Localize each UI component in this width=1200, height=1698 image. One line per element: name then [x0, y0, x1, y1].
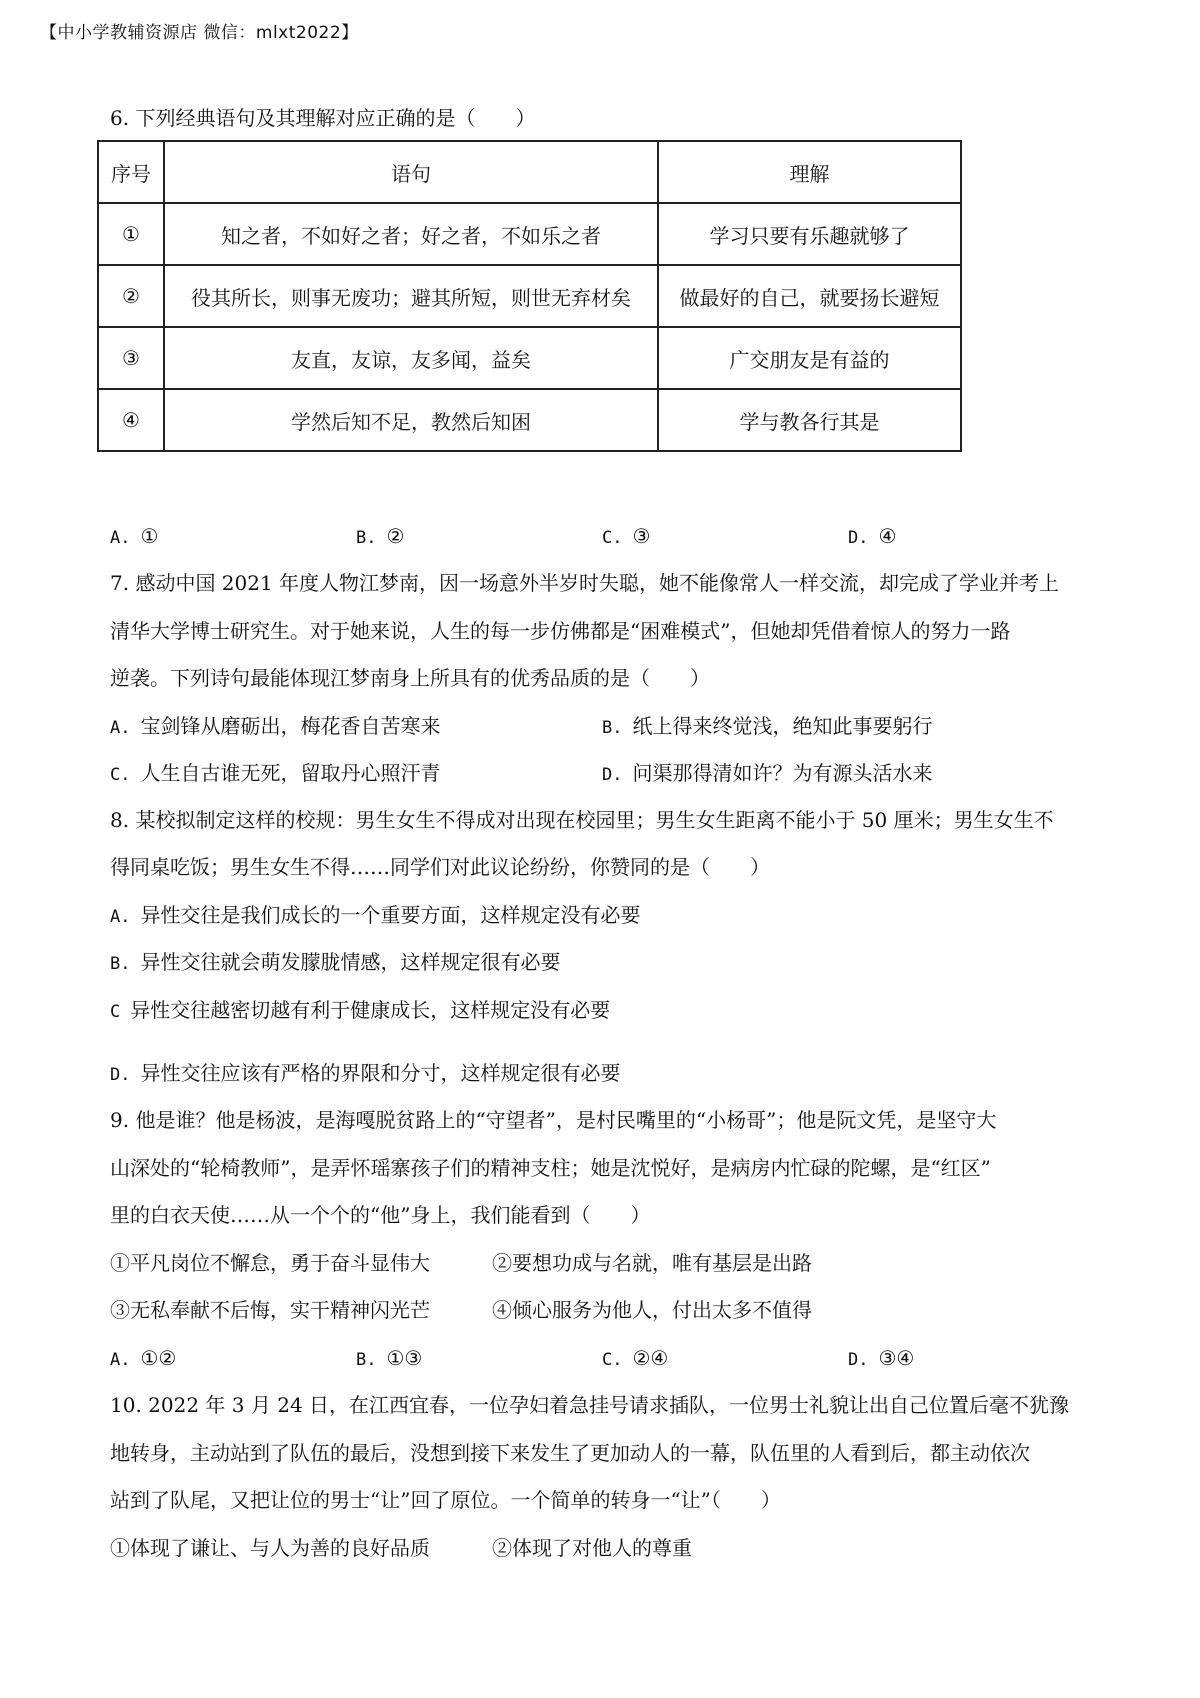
option-letter: B.	[356, 528, 377, 548]
table-row	[98, 265, 961, 327]
q9-line-3: 里的白衣天使……从一个个的“他”身上，我们能看到（ ）	[110, 1203, 651, 1227]
option-letter: C.	[110, 765, 131, 785]
option-letter: A.	[110, 907, 131, 927]
option-letter: D.	[602, 765, 623, 785]
option-text: ③	[632, 524, 651, 548]
option-letter: D.	[848, 528, 869, 548]
q6-option-c[interactable]	[602, 522, 650, 552]
table-cell: 知之者，不如好之者；好之者，不如乐之者	[164, 203, 658, 265]
q9-line-2: 山深处的“轮椅教师”，是弄怀瑶寨孩子们的精神支柱；她是沈悦好，是病房内忙碌的陀螺，是“红区”	[110, 1156, 991, 1180]
option-letter: B.	[356, 1350, 377, 1370]
q10-line-1: 10. 2022 年 3 月 24 日，在江西宜春，一位孕妇着急挂号请求插队，一位男士礼貌让出自己位置后毫不犹豫	[110, 1393, 1070, 1417]
q7-line-2: 清华大学博士研究生。对于她来说，人生的每一步仿佛都是“困难模式”，但她却凭借着惊人的努力一路	[110, 619, 1011, 643]
option-letter: C.	[602, 1350, 623, 1370]
q6-option-b[interactable]	[356, 522, 404, 552]
option-text: ①②	[140, 1346, 177, 1370]
table-cell: 学习只要有乐趣就够了	[658, 203, 961, 265]
q8-option-b[interactable]	[110, 948, 560, 978]
q9-option-b[interactable]	[356, 1344, 422, 1374]
q8-line-2: 得同桌吃饭；男生女生不得……同学们对此议论纷纷，你赞同的是（ ）	[110, 855, 770, 879]
option-text: ②④	[632, 1346, 669, 1370]
table-cell: ①	[98, 203, 164, 265]
q8-option-d[interactable]	[110, 1059, 620, 1089]
table-cell: 役其所长，则事无废功；避其所短，则世无弃材矣	[164, 265, 658, 327]
q7-option-b[interactable]	[602, 712, 932, 742]
option-letter: A.	[110, 528, 131, 548]
table-cell: ④	[98, 389, 164, 451]
option-letter: B.	[110, 954, 131, 974]
option-letter: D.	[848, 1350, 869, 1370]
option-text: ①	[140, 524, 159, 548]
option-text: ①③	[386, 1346, 423, 1370]
option-letter: D.	[110, 1065, 131, 1085]
table-header-row	[98, 141, 961, 203]
header-watermark: 【中小学教辅资源店 微信：mlxt2022】	[40, 23, 359, 43]
q10-line-2: 地转身，主动站到了队伍的最后，没想到接下来发生了更加动人的一幕，队伍里的人看到后，都主动依次	[110, 1441, 1030, 1465]
q7-line-1: 7. 感动中国 2021 年度人物江梦南，因一场意外半岁时失聪，她不能像常人一样交流，却完成了学业并考上	[110, 571, 1060, 595]
option-letter: C	[110, 1002, 121, 1022]
table-row	[98, 203, 961, 265]
table-header-cell: 序号	[98, 141, 164, 203]
q9-statement-3: ③无私奉献不后悔，实干精神闪光芒	[110, 1298, 430, 1322]
table-cell: 做最好的自己，就要扬长避短	[658, 265, 961, 327]
option-text: 宝剑锋从磨砺出，梅花香自苦寒来	[140, 714, 441, 738]
table-cell: 学然后知不足，教然后知困	[164, 389, 658, 451]
q6-stem: 6. 下列经典语句及其理解对应正确的是（ ）	[110, 106, 536, 130]
option-text: 异性交往越密切越有利于健康成长，这样规定没有必要	[130, 998, 611, 1022]
q10-statement-2: ②体现了对他人的尊重	[492, 1536, 692, 1560]
option-letter: A.	[110, 1350, 131, 1370]
q7-option-a[interactable]	[110, 712, 440, 742]
option-text: 纸上得来终觉浅，绝知此事要躬行	[632, 714, 933, 738]
q8-option-a[interactable]	[110, 901, 640, 931]
option-text: ②	[386, 524, 405, 548]
option-text: 异性交往应该有严格的界限和分寸，这样规定很有必要	[140, 1061, 621, 1085]
option-text: 问渠那得清如许？为有源头活水来	[632, 761, 933, 785]
q9-statement-1: ①平凡岗位不懈怠，勇于奋斗显伟大	[110, 1251, 430, 1275]
q7-option-c[interactable]	[110, 759, 440, 789]
q9-option-c[interactable]	[602, 1344, 668, 1374]
table-cell: 广交朋友是有益的	[658, 327, 961, 389]
option-text: ④	[878, 524, 897, 548]
table-header-cell: 理解	[658, 141, 961, 203]
q6-table	[97, 140, 962, 452]
q8-line-1: 8. 某校拟制定这样的校规：男生女生不得成对出现在校园里；男生女生距离不能小于 50 厘米；男生女生不	[110, 808, 1054, 832]
table-cell: ②	[98, 265, 164, 327]
option-letter: A.	[110, 718, 131, 738]
table-row	[98, 327, 961, 389]
q9-statement-4: ④倾心服务为他人，付出太多不值得	[492, 1298, 812, 1322]
q10-line-3: 站到了队尾，又把让位的男士“让”回了原位。一个简单的转身一“让”（ ）	[110, 1488, 781, 1512]
table-row	[98, 389, 961, 451]
option-letter: B.	[602, 718, 623, 738]
option-letter: C.	[602, 528, 623, 548]
q9-line-1: 9. 他是谁？他是杨波，是海嘎脱贫路上的“守望者”，是村民嘴里的“小杨哥”；他是阮文凭，是坚守大	[110, 1108, 997, 1132]
q6-option-a[interactable]	[110, 522, 158, 552]
option-text: 人生自古谁无死，留取丹心照汗青	[140, 761, 441, 785]
table-cell: ③	[98, 327, 164, 389]
q10-statement-1: ①体现了谦让、与人为善的良好品质	[110, 1536, 430, 1560]
option-text: 异性交往是我们成长的一个重要方面，这样规定没有必要	[140, 903, 641, 927]
q7-line-3: 逆袭。下列诗句最能体现江梦南身上所具有的优秀品质的是（ ）	[110, 666, 710, 690]
q9-option-a[interactable]	[110, 1344, 176, 1374]
table-header-cell: 语句	[164, 141, 658, 203]
q7-option-d[interactable]	[602, 759, 932, 789]
option-text: ③④	[878, 1346, 915, 1370]
q9-option-d[interactable]	[848, 1344, 914, 1374]
q6-option-d[interactable]	[848, 522, 896, 552]
option-text: 异性交往就会萌发朦胧情感，这样规定很有必要	[140, 950, 561, 974]
q8-option-c[interactable]	[110, 996, 610, 1026]
table-cell: 友直，友谅，友多闻，益矣	[164, 327, 658, 389]
q9-statement-2: ②要想功成与名就，唯有基层是出路	[492, 1251, 812, 1275]
table-cell: 学与教各行其是	[658, 389, 961, 451]
